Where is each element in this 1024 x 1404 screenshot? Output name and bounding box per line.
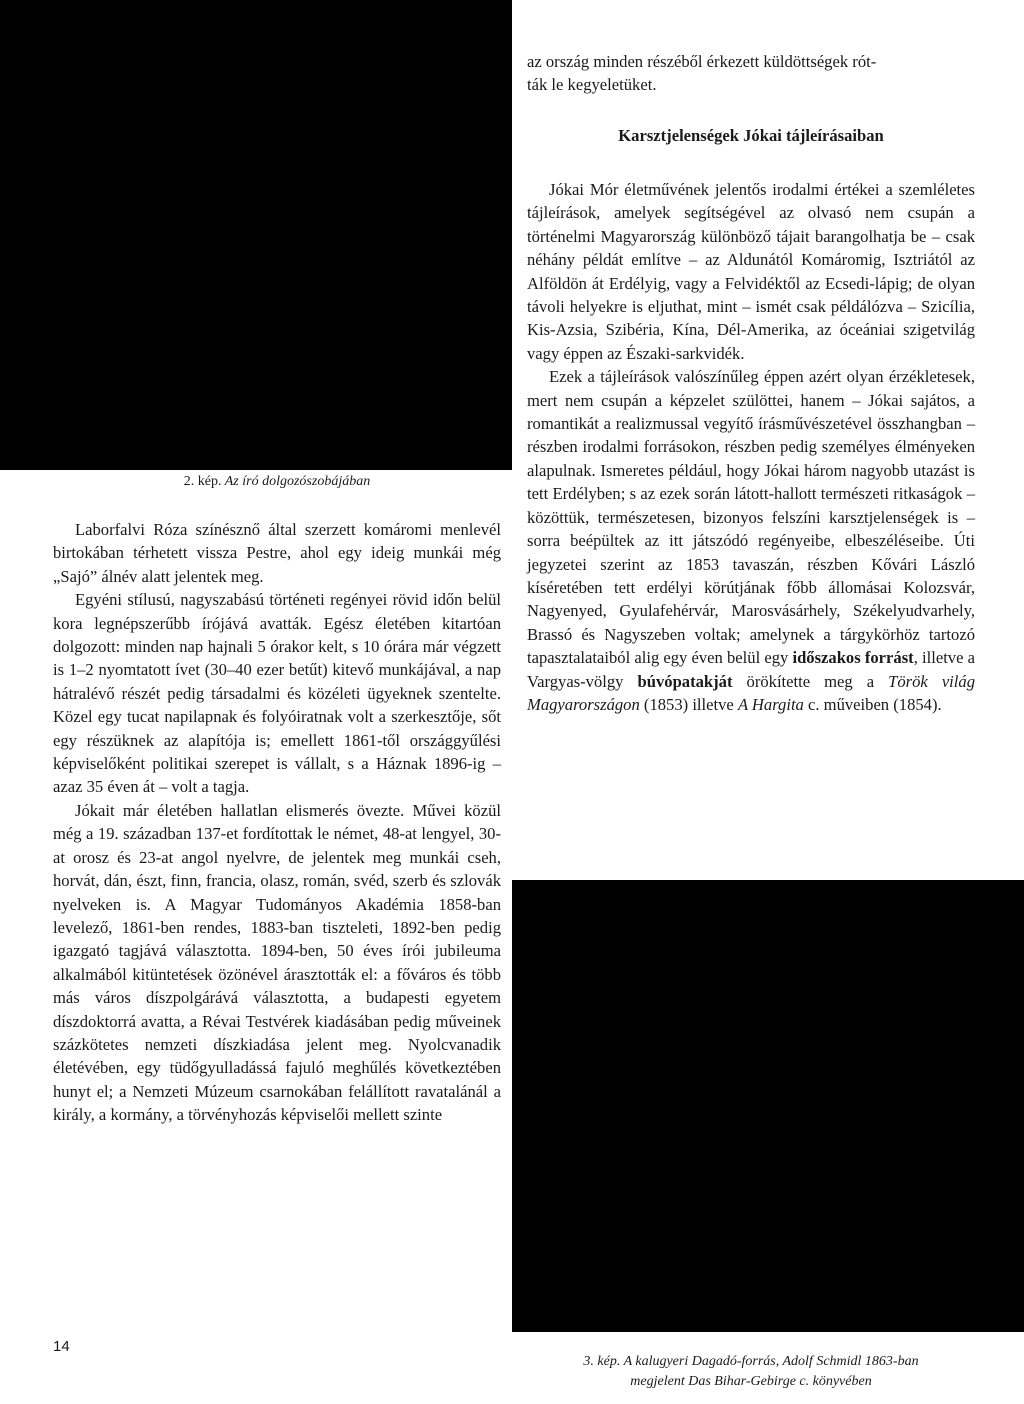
section-heading: Karsztjelenségek Jókai tájleírásaiban [618,126,884,145]
top-right-line-1: az ország minden részéből érkezett küldöttségek rót- [527,52,877,71]
figure-2-caption [53,472,501,492]
figure-3-caption-line-2: megjelent Das Bihar-Gebirge c. könyvében [630,1374,872,1389]
figure-2-caption-text: Az író dolgozószobájában [224,474,371,489]
work-title-2: A Hargita [737,694,804,714]
page-number: 14 [53,1338,70,1355]
left-paragraph-2: Egyéni stílusú, nagyszabású történeti regényei rövid időn belül kora legnépszerűbb írójává avatták. Egész életében kitartóan dolgozott: minden nap hajnali 5 órakor kelt, s 10 órára már végzett is 1–2 nyomtatott ívet (30–40 ezer betűt) kitevő munkájával, a nap hátralévő részét pedig társadalmi és közéleti ügyeknek szentelte. Közel egy tucat napilapnak és folyóiratnak volt a szerkesztője, sőt egy részüknek az alapítója is; emellett 1861-től országgyűlési képviselőként politikai szerepet is vállalt, s a Háznak 1896-ig – azaz 35 éven át – volt a tagja. [53,590,501,797]
left-paragraph-1: Laborfalvi Róza színésznő által szerzett komáromi menlevél birtokában térhetett vissza Pestre, ahol egy ideig munkái még „Sajó” álnév alatt jelentek meg. [53,520,501,586]
work-title-1: Török világ Magyarországon [527,671,975,714]
bold-term-1: időszakos forrást [792,648,914,668]
figure-3-caption-line-1: 3. kép. A kalugyeri Dagadó-forrás, Adolf Schmidl 1863-ban [583,1354,919,1369]
figure-2-caption-number: 2. kép. [183,474,222,489]
right-column [527,178,975,716]
figure-2-photo [0,0,512,470]
right-paragraph-1: Jókai Mór életművének jelentős irodalmi értékei a szemléletes tájleírások, amelyek segítségével az olvasó nem csupán a történelmi Magyarország különböző tájait barangolhatja be – csak néhány példát említve – az Aldunától Komáromig, Isztriától az Alföldön át Erdélyig, vagy a Felvidéktől az Ecsedi-lápig; de olyan távoli helyekre is eljuthat, mint – ismét csak példálózva – Szicília, Kis-Azsia, Szibéria, Kína, Dél-Amerika, az óceániai szigetvilág vagy éppen az Északi-sarkvidék. [527,180,975,363]
figure-3-photo [512,880,1024,1332]
left-column [53,518,501,1127]
right-paragraph-2: Ezek a tájleírások valószínűleg éppen azért olyan érzékletesek, mert nem csupán a képzelet szülöttei, hanem – Jókai sajátos, a romantikát a realizmussal vegyítő írásművészetével összhangban – részben irodalmi forrásokon, részben pedig személyes élményeken alapulnak. Ismeretes például, hogy Jókai három nagyobb utazást is tett Erdélyben; s az ezek során látott-hallott természeti ritkaságok – közöttük, természetesen, bizonyos felszíni karsztjelenségek is – sorra beépültek az itt játszódó regényeibe, elbeszéléseibe. Úti jegyzetei szerint az 1853 tavaszán, részben Kővári László kíséretében tett erdélyi körútjának főbb állomásai Kolozsvár, Nagyenyed, Gyulafehérvár, Marosvásárhely, Székelyudvarhely, Brassó és Nagyszeben voltak; amelynek a tárgykörhöz tartozó tapasztalataiból alig egy éven belül egy időszakos forrást, illetve a Vargyas-völgy búvópatakját örökítette meg a Török világ Magyarországon (1853) illetve A Hargita c. műveiben (1854). [527,367,975,714]
top-right-text [527,50,975,97]
left-paragraph-3: Jókait már életében hallatlan elismerés övezte. Művei közül még a 19. században 137-et fordítottak le német, 48-at lengyel, 30-at orosz és 23-at angol nyelvre, de jelentek meg munkái cseh, horvát, dán, észt, finn, francia, olasz, román, svéd, szerb és szlovák nyelveken is. A Magyar Tudományos Akadémia 1858-ban levelező, 1861-ben rendes, 1883-ban tiszteleti, 1892-ben pedig igazgató tagjává választotta. 1894-ben, 50 éves írói jubileuma alkalmából kitüntetések özönével árasztották el: a főváros és több más város díszpolgárává választotta, a budapesti egyetem díszdoktorrá avatta, a Révai Testvérek kiadásában pedig műveinek százkötetes nemzeti díszkiadása jelent meg. Nyolcvanadik életévében, egy tüdőgyulladássá fajuló meghűlés következtében hunyt el; a Nemzeti Múzeum csarnokában felállított ravatalánál a király, a kormány, a törvényhozás képviselői mellett szinte [53,800,501,1125]
bold-term-2: búvópatakját [637,671,733,691]
figure-3-caption-final [527,1352,975,1392]
top-right-line-2: ták le kegyeletüket. [527,75,657,95]
